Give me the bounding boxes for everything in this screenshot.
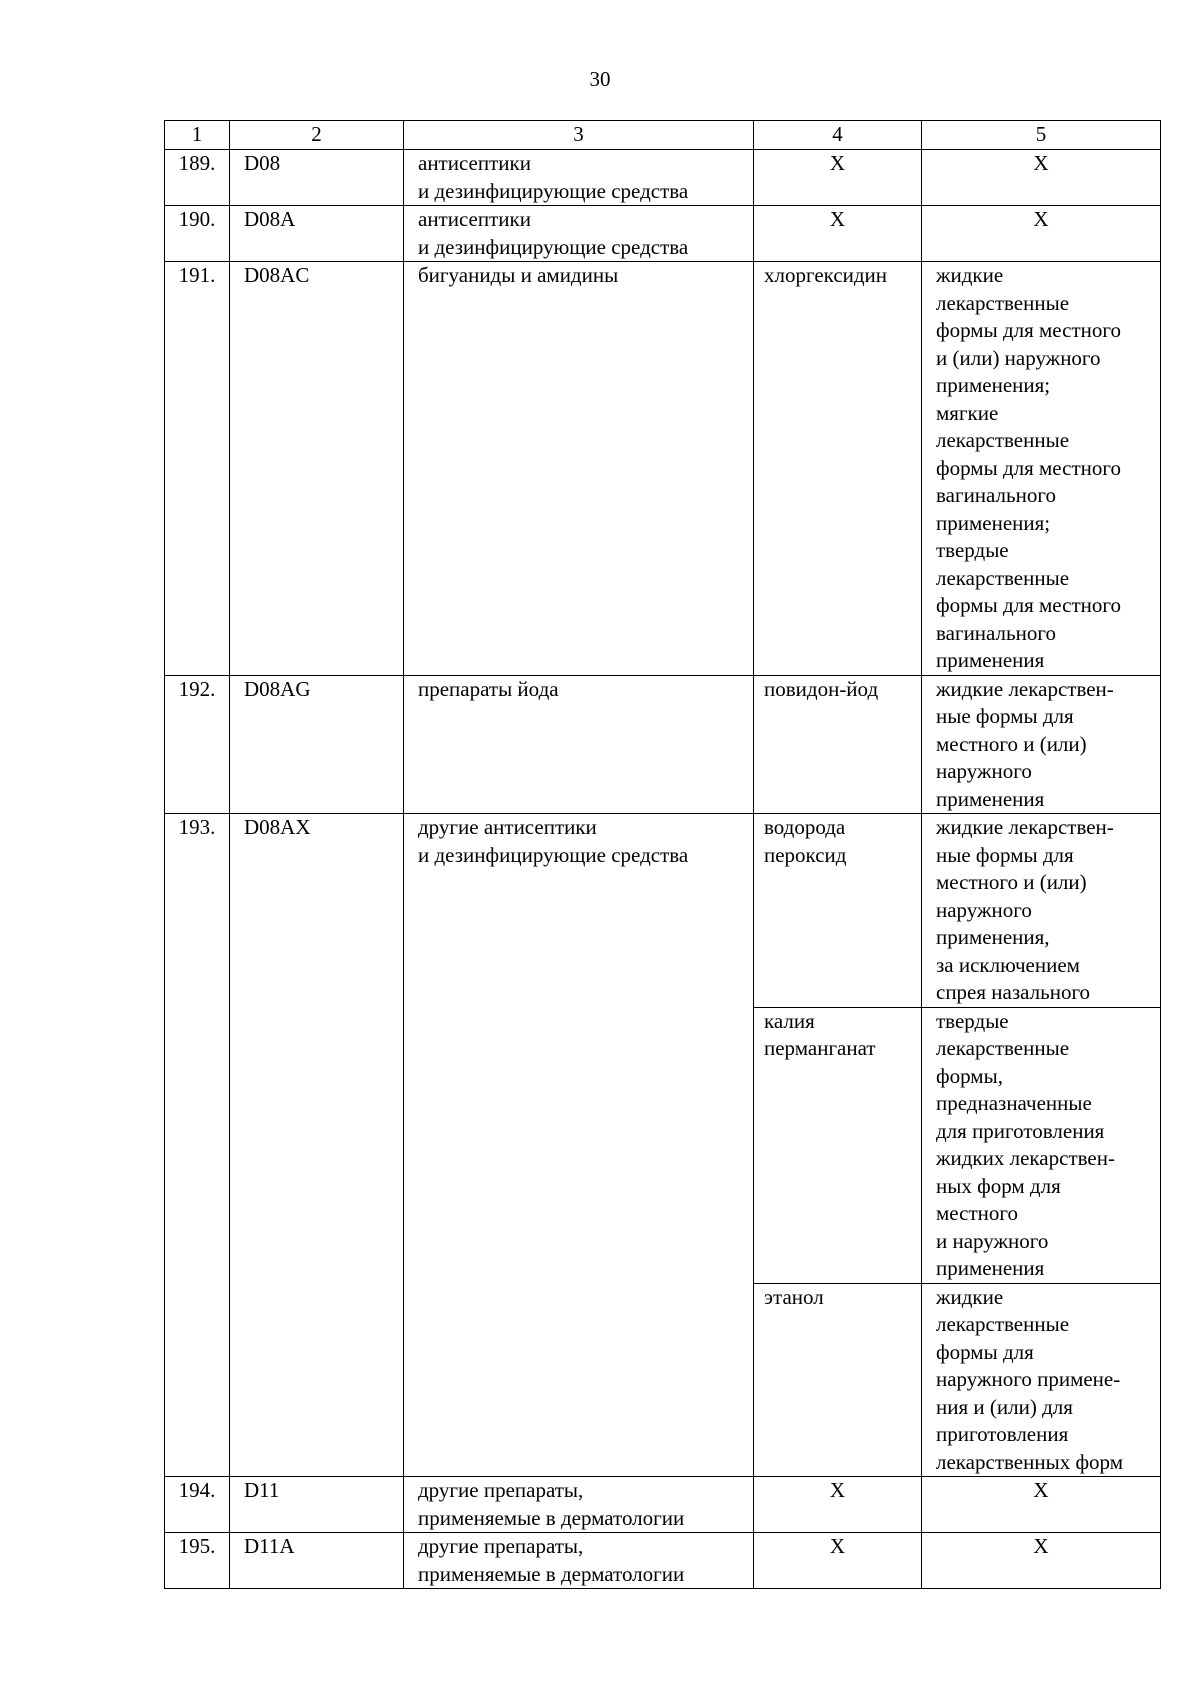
dosage-form: X bbox=[922, 206, 1161, 262]
drug-name-line: повидон-йод bbox=[764, 676, 879, 701]
table-header-row bbox=[165, 121, 1161, 150]
drug-name-line: пероксид bbox=[764, 842, 847, 867]
group-name-line: антисептики bbox=[418, 207, 531, 231]
dosage-form bbox=[922, 262, 1161, 676]
table-row bbox=[165, 1477, 1161, 1533]
dosage-form-line: формы для местного bbox=[936, 318, 1121, 342]
row-number: 191. bbox=[165, 262, 230, 676]
group-name-line: антисептики bbox=[418, 151, 531, 175]
dosage-form-line: наружного примене- bbox=[936, 1367, 1121, 1391]
header-col-3: 3 bbox=[404, 121, 754, 150]
drug-name-line: калия bbox=[764, 1008, 815, 1033]
row-number: 194. bbox=[165, 1477, 230, 1533]
drug-name bbox=[754, 675, 922, 814]
group-name-line: другие антисептики bbox=[418, 815, 597, 839]
dosage-form-line: приготовления bbox=[936, 1422, 1069, 1446]
dosage-form-line: ные формы для bbox=[936, 704, 1074, 728]
dosage-form-line: применения bbox=[936, 648, 1045, 672]
drug-name: X bbox=[754, 150, 922, 206]
group-name bbox=[404, 262, 754, 676]
dosage-form-line: и (или) наружного bbox=[936, 345, 1101, 370]
group-name bbox=[404, 1533, 754, 1589]
group-name bbox=[404, 675, 754, 814]
drug-name: X bbox=[754, 1533, 922, 1589]
group-name-line: и дезинфицирующие средства bbox=[418, 234, 689, 259]
drug-name-line: водорода bbox=[764, 815, 846, 839]
dosage-form-line: формы для местного bbox=[936, 455, 1121, 480]
dosage-form-line: лекарственных форм bbox=[936, 1449, 1124, 1474]
dosage-form-line: местного bbox=[936, 1201, 1018, 1225]
dosage-form-line: лекарственные bbox=[936, 1312, 1070, 1336]
dosage-form-line: лекарственные bbox=[936, 290, 1070, 315]
dosage-form bbox=[922, 675, 1161, 814]
dosage-form-line: лекарственные bbox=[936, 1036, 1070, 1060]
dosage-form-line: вагинального bbox=[936, 620, 1056, 645]
atc-code: D08 bbox=[230, 150, 404, 206]
dosage-form-line: для приготовления bbox=[936, 1118, 1105, 1143]
table-row bbox=[165, 814, 1161, 1008]
atc-code: D08A bbox=[230, 206, 404, 262]
atc-code: D08AG bbox=[230, 675, 404, 814]
dosage-form-line: мягкие bbox=[936, 400, 999, 425]
row-number: 189. bbox=[165, 150, 230, 206]
group-name-line: применяемые в дерматологии bbox=[418, 1561, 685, 1586]
dosage-form-line: формы для местного bbox=[936, 593, 1121, 617]
dosage-form-line: спрея назального bbox=[936, 980, 1091, 1004]
group-name bbox=[404, 150, 754, 206]
atc-code: D08AC bbox=[230, 262, 404, 676]
table-row bbox=[165, 150, 1161, 206]
group-name-line: препараты йода bbox=[418, 676, 559, 701]
dosage-form-line: лекарственные bbox=[936, 428, 1070, 452]
dosage-form-line: наружного bbox=[936, 759, 1032, 783]
group-name bbox=[404, 1477, 754, 1533]
group-name-line: и дезинфицирующие средства bbox=[418, 842, 689, 867]
dosage-form-line: предназначенные bbox=[936, 1091, 1092, 1115]
dosage-form: X bbox=[922, 1477, 1161, 1533]
dosage-form-line: ные формы для bbox=[936, 842, 1074, 867]
drug-name-line: хлоргексидин bbox=[764, 263, 888, 287]
dosage-form-line: жидкие bbox=[936, 1284, 1004, 1309]
group-name-line: и дезинфицирующие средства bbox=[418, 178, 689, 203]
dosage-form: X bbox=[922, 150, 1161, 206]
drug-name: X bbox=[754, 206, 922, 262]
drug-name-line: перманганат bbox=[764, 1036, 876, 1060]
group-name-line: другие препараты, bbox=[418, 1534, 584, 1558]
dosage-form-line: жидкие лекарствен- bbox=[936, 815, 1114, 839]
dosage-form-line: применения bbox=[936, 1256, 1045, 1280]
dosage-form bbox=[922, 814, 1161, 1008]
dosage-form-line: применения; bbox=[936, 510, 1051, 535]
dosage-form-line: применения bbox=[936, 786, 1045, 811]
dosage-form-line: наружного bbox=[936, 897, 1032, 922]
dosage-form-line: твердые bbox=[936, 538, 1009, 562]
dosage-form-line: местного и (или) bbox=[936, 731, 1087, 756]
table-row bbox=[165, 675, 1161, 814]
group-name-line: другие препараты, bbox=[418, 1478, 584, 1502]
table-row bbox=[165, 262, 1161, 676]
row-number: 192. bbox=[165, 675, 230, 814]
dosage-form-line: жидкие bbox=[936, 263, 1004, 287]
dosage-form-line: жидких лекарствен- bbox=[936, 1146, 1115, 1170]
drug-table bbox=[164, 120, 1161, 1589]
dosage-form-line: за исключением bbox=[936, 952, 1080, 977]
drug-name bbox=[754, 262, 922, 676]
table-row bbox=[165, 206, 1161, 262]
table-row bbox=[165, 1533, 1161, 1589]
group-name-line: применяемые в дерматологии bbox=[418, 1505, 685, 1530]
dosage-form-line: применения; bbox=[936, 373, 1051, 397]
page-number: 30 bbox=[589, 67, 611, 91]
drug-name-line: этанол bbox=[764, 1284, 824, 1309]
header-col-1: 1 bbox=[165, 121, 230, 150]
dosage-form: X bbox=[922, 1533, 1161, 1589]
dosage-form-line: ния и (или) для bbox=[936, 1394, 1073, 1419]
group-name bbox=[404, 814, 754, 1477]
group-name bbox=[404, 206, 754, 262]
drug-name bbox=[754, 1283, 922, 1477]
atc-code: D11 bbox=[230, 1477, 404, 1533]
dosage-form-line: и наружного bbox=[936, 1228, 1049, 1253]
header-col-2: 2 bbox=[230, 121, 404, 150]
dosage-form-line: лекарственные bbox=[936, 565, 1070, 590]
row-number: 195. bbox=[165, 1533, 230, 1589]
dosage-form bbox=[922, 1007, 1161, 1283]
drug-name bbox=[754, 814, 922, 1008]
dosage-form-line: твердые bbox=[936, 1008, 1009, 1033]
dosage-form bbox=[922, 1283, 1161, 1477]
row-number: 193. bbox=[165, 814, 230, 1477]
header-col-5: 5 bbox=[922, 121, 1161, 150]
dosage-form-line: ных форм для bbox=[936, 1173, 1061, 1198]
drug-name: X bbox=[754, 1477, 922, 1533]
drug-name bbox=[754, 1007, 922, 1283]
atc-code: D11A bbox=[230, 1533, 404, 1589]
header-col-4: 4 bbox=[754, 121, 922, 150]
dosage-form-line: местного и (или) bbox=[936, 870, 1087, 894]
dosage-form-line: жидкие лекарствен- bbox=[936, 676, 1114, 701]
dosage-form-line: вагинального bbox=[936, 483, 1056, 507]
row-number: 190. bbox=[165, 206, 230, 262]
dosage-form-line: формы для bbox=[936, 1339, 1034, 1364]
atc-code: D08AX bbox=[230, 814, 404, 1477]
group-name-line: бигуаниды и амидины bbox=[418, 263, 619, 287]
dosage-form-line: формы, bbox=[936, 1063, 1003, 1088]
dosage-form-line: применения, bbox=[936, 925, 1050, 949]
